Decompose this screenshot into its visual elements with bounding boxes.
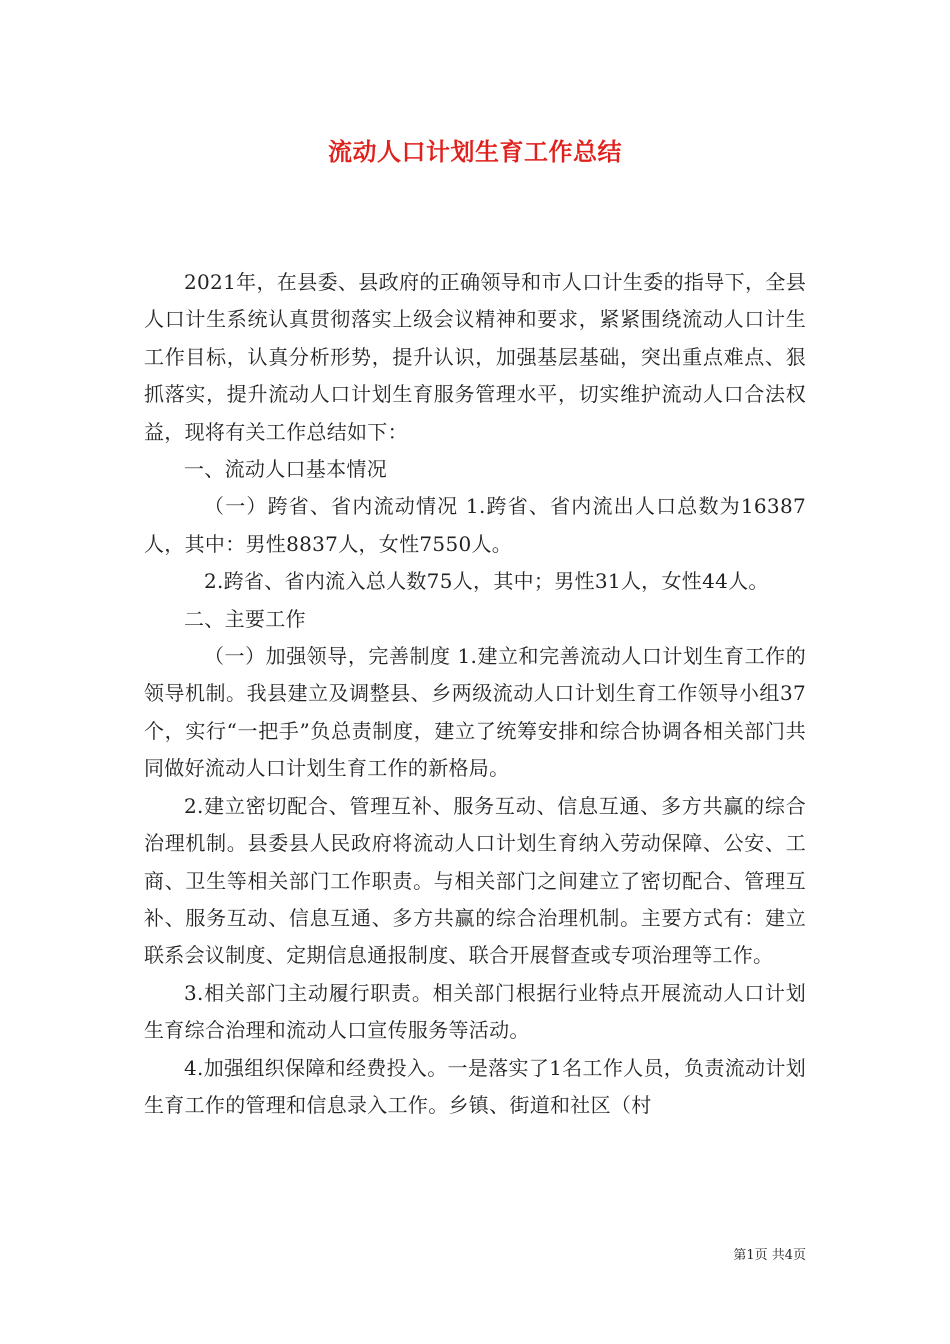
paragraph-inflow: 2.跨省、省内流入总人数75人，其中；男性31人，女性44人。 [204, 569, 769, 594]
document-body [144, 264, 806, 1124]
paragraph-leadership: （一）加强领导，完善制度 1.建立和完善流动人口计划生育工作的领导机制。我县建立及调整县、乡两级流动人口计划生育工作领导小组37个，实行“一把手”负总责制度，建立了统筹安排和综合协调各相关部门共同做好流动人口计划生育工作的新格局。 [144, 644, 806, 781]
page-number: 第1页 共4页 [733, 1248, 806, 1263]
paragraph-mechanism: 2.建立密切配合、管理互补、服务互动、信息互通、多方共赢的综合治理机制。县委县人民政府将流动人口计划生育纳入劳动保障、公安、工商、卫生等相关部门工作职责。与相关部门之间建立了密切配合、管理互补、服务互动、信息互通、多方共赢的综合治理机制。主要方式有：建立联系会议制度、定期信息通报制度、联合开展督查或专项治理等工作。 [144, 793, 806, 968]
heading-basic-situation: 一、流动人口基本情况 [184, 457, 387, 482]
paragraph-funding: 4.加强组织保障和经费投入。一是落实了1名工作人员，负责流动计划生育工作的管理和信息录入工作。乡镇、街道和社区（村 [144, 1055, 806, 1117]
paragraph-outflow: （一）跨省、省内流动情况 1.跨省、省内流出人口总数为16387人，其中：男性8837人，女性7550人。 [144, 494, 806, 556]
heading-main-work: 二、主要工作 [184, 606, 306, 631]
paragraph-departments: 3.相关部门主动履行职责。相关部门根据行业特点开展流动人口计划生育综合治理和流动人口宣传服务等活动。 [144, 980, 806, 1043]
page-title: 流动人口计划生育工作总结 [328, 137, 622, 166]
paragraph-intro: 2021年，在县委、县政府的正确领导和市人口计生委的指导下，全县人口计生系统认真贯彻落实上级会议精神和要求，紧紧围绕流动人口计生工作目标，认真分析形势，提升认识，加强基层基础，突出重点难点、狠抓落实，提升流动人口计划生育服务管理水平，切实维护流动人口合法权益，现将有关工作总结如下： [144, 270, 806, 444]
